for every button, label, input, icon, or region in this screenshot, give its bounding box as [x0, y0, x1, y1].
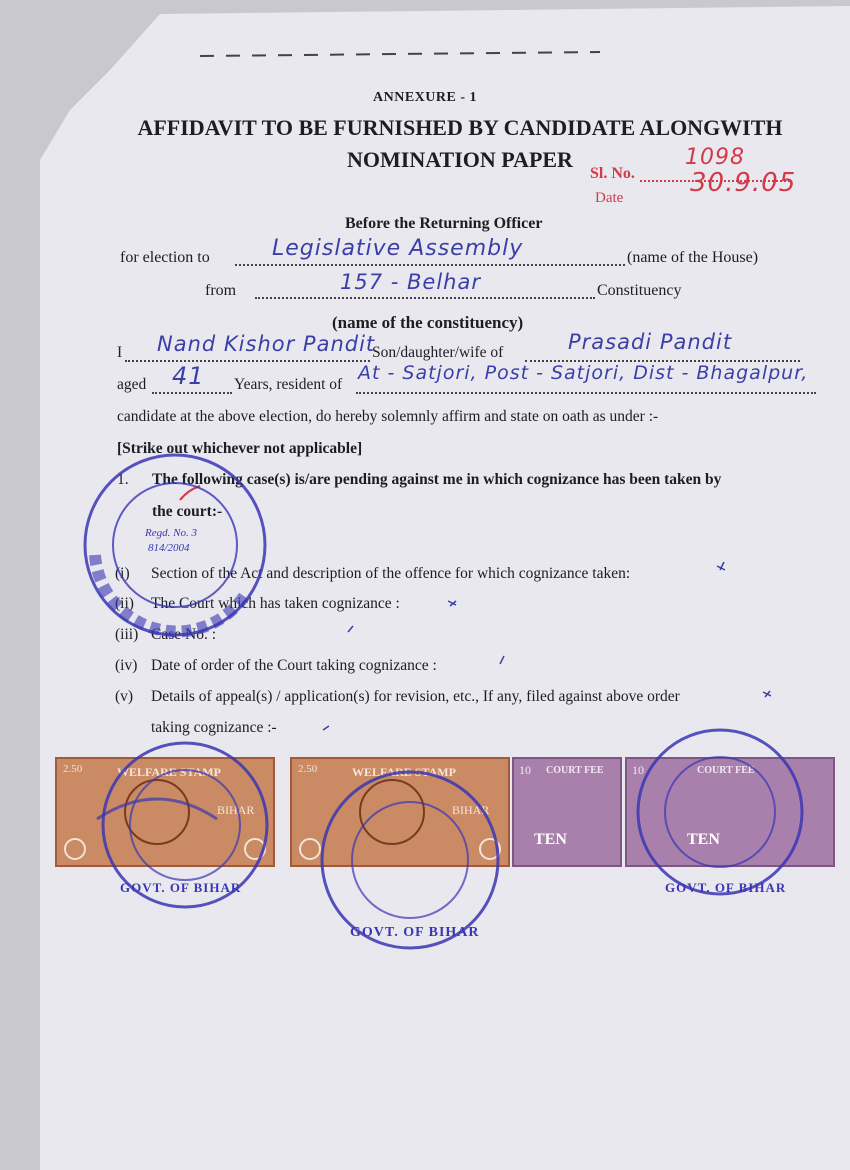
stamp-2-denom: 2.50 [298, 763, 318, 775]
subitem-5-text: Details of appeal(s) / application(s) for revision, etc., If any, filed against above order [151, 688, 680, 705]
declarant-prefix: I [117, 344, 123, 361]
date-value: 30.9.05 [690, 168, 797, 198]
subitem-2-num: (ii) [115, 595, 134, 612]
annexure-label: ANNEXURE - 1 [373, 90, 477, 105]
age-value: 41 [172, 362, 205, 390]
date-label: Date [595, 190, 624, 206]
stamp-2-state: BIHAR [452, 803, 490, 817]
relation-label: Son/daughter/wife of [372, 344, 504, 361]
from-prefix: from [205, 282, 237, 299]
election-dots [235, 264, 625, 266]
constituency-note: (name of the constituency) [332, 313, 524, 332]
item-1-line-2: the court:- [152, 503, 223, 520]
election-value: Legislative Assembly [272, 236, 524, 261]
election-suffix: (name of the House) [627, 249, 759, 266]
strike-note: [Strike out whichever not applicable] [117, 440, 363, 457]
subitem-2-text: The Court which has taken cognizance : [151, 595, 400, 612]
item-1-line-1: The following case(s) is/are pending against me in which cognizance has been taken by [152, 471, 722, 488]
stamp-4-label: COURT FEE [697, 765, 755, 776]
stamp-1-label: WELFARE STAMP [117, 765, 221, 779]
stamp-3-label: COURT FEE [546, 765, 604, 776]
subitem-1-num: (i) [115, 565, 130, 582]
declarant-name: Nand Kishor Pandit [157, 332, 376, 356]
title-line-2: NOMINATION PAPER [347, 147, 573, 172]
from-dots [255, 297, 595, 299]
item-1-num: 1. [117, 471, 129, 488]
election-prefix: for election to [120, 249, 210, 266]
title-line-1: AFFIDAVIT TO BE FURNISHED BY CANDIDATE ALONGWITH [137, 115, 783, 140]
subitem-5-num: (v) [115, 688, 134, 705]
stamp-4-word: TEN [687, 831, 720, 848]
stamp-1-state: BIHAR [217, 803, 255, 817]
subitem-3-text: Case No. : [151, 626, 217, 643]
sl-no-value: 1098 [685, 145, 745, 170]
affirm-text: candidate at the above election, do hereby solemnly affirm and state on oath as under :- [117, 408, 659, 425]
court-fee-stamp-1 [512, 757, 622, 867]
seal-1-bottom-text: GOVT. OF BIHAR [120, 880, 242, 895]
seal-2-bottom-text: GOVT. OF BIHAR [350, 925, 480, 940]
stamp-4-denom: 10 [632, 763, 644, 777]
stamp-3-denom: 10 [519, 763, 531, 777]
seal-reg-text: Regd. No. 3 [145, 527, 197, 539]
seal-3-bottom-text: GOVT. OF BIHAR [665, 880, 787, 895]
declarant-name-dots [125, 360, 370, 362]
seal-num-text: 814/2004 [148, 542, 190, 554]
age-dots [152, 392, 232, 394]
from-suffix: Constituency [597, 282, 682, 299]
subitem-4-num: (iv) [115, 657, 138, 674]
address-value: At - Satjori, Post - Satjori, Dist - Bhagalpur, [358, 362, 809, 384]
subitem-4-text: Date of order of the Court taking cognizance : [151, 657, 437, 674]
stamp-2-label: WELFARE STAMP [352, 765, 456, 779]
address-dots [356, 392, 816, 394]
subitem-5-line-2: taking cognizance :- [151, 719, 277, 736]
seal-over-stamp-4 [630, 722, 810, 902]
age-middle: Years, resident of [234, 376, 343, 393]
sl-no-label: Sl. No. [590, 165, 635, 182]
stamp-3-word: TEN [534, 831, 567, 848]
stamp-1-denom: 2.50 [63, 763, 83, 775]
relation-name: Prasadi Pandit [568, 330, 733, 354]
subitem-3-num: (iii) [115, 626, 139, 643]
age-prefix: aged [117, 376, 147, 393]
subitem-1-text: Section of the Act and description of the offence for which cognizance taken: [151, 565, 631, 582]
from-value: 157 - Belhar [340, 270, 481, 294]
before-returning-officer: Before the Returning Officer [345, 215, 543, 232]
